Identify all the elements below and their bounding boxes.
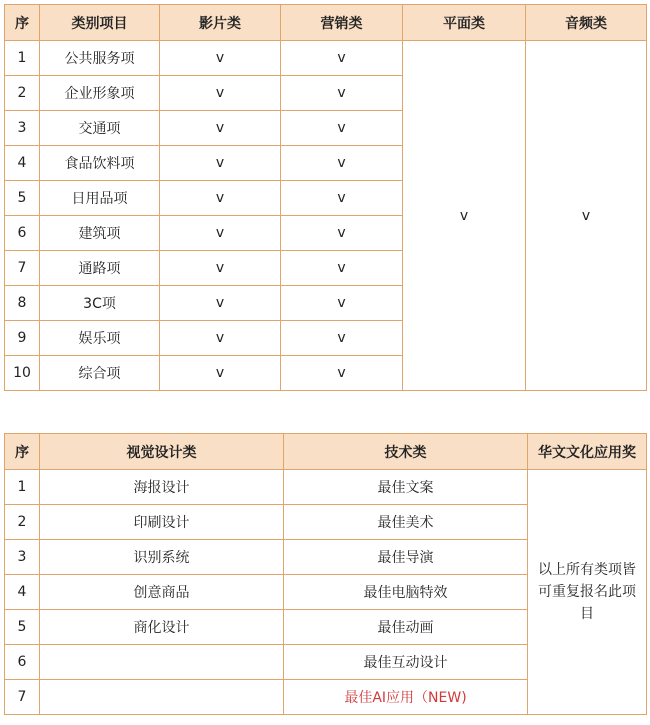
row-number: 2 (5, 76, 40, 111)
marketing-check: v (281, 321, 403, 356)
row-number: 1 (5, 470, 40, 505)
marketing-check: v (281, 216, 403, 251)
marketing-check: v (281, 76, 403, 111)
header-film: 影片类 (160, 5, 281, 41)
header-number: 序 (5, 5, 40, 41)
marketing-check: v (281, 286, 403, 321)
row-number: 5 (5, 610, 40, 645)
row-number: 6 (5, 645, 40, 680)
category-item: 建筑项 (40, 216, 160, 251)
visual-design-item: 印刷设计 (40, 505, 284, 540)
marketing-check: v (281, 181, 403, 216)
technical-item: 最佳导演 (284, 540, 528, 575)
technical-item: 最佳互动设计 (284, 645, 528, 680)
marketing-check: v (281, 251, 403, 286)
row-number: 6 (5, 216, 40, 251)
marketing-check: v (281, 146, 403, 181)
film-check: v (160, 181, 281, 216)
visual-design-item: 识别系统 (40, 540, 284, 575)
row-number: 3 (5, 540, 40, 575)
film-check: v (160, 321, 281, 356)
marketing-check: v (281, 41, 403, 76)
category-item: 娱乐项 (40, 321, 160, 356)
header-chinese-culture-award: 华文文化应用奖 (528, 434, 647, 470)
technical-item: 最佳文案 (284, 470, 528, 505)
header-marketing: 营销类 (281, 5, 403, 41)
technical-item: 最佳美术 (284, 505, 528, 540)
marketing-check: v (281, 356, 403, 391)
row-number: 10 (5, 356, 40, 391)
audio-merged-check: v (526, 41, 647, 391)
table-row (5, 470, 647, 505)
header-number: 序 (5, 434, 40, 470)
row-number: 5 (5, 181, 40, 216)
visual-design-item: 海报设计 (40, 470, 284, 505)
header-print: 平面类 (403, 5, 526, 41)
film-check: v (160, 76, 281, 111)
row-number: 4 (5, 146, 40, 181)
award-table (4, 433, 647, 715)
row-number: 7 (5, 680, 40, 715)
culture-award-note: 以上所有类项皆可重复报名此项目 (528, 470, 647, 715)
film-check: v (160, 146, 281, 181)
header-visual-design: 视觉设计类 (40, 434, 284, 470)
category-item: 食品饮料项 (40, 146, 160, 181)
header-technical: 技术类 (284, 434, 528, 470)
film-check: v (160, 216, 281, 251)
visual-design-item: 商化设计 (40, 610, 284, 645)
row-number: 3 (5, 111, 40, 146)
category-item: 日用品项 (40, 181, 160, 216)
film-check: v (160, 356, 281, 391)
category-item: 综合项 (40, 356, 160, 391)
marketing-check: v (281, 111, 403, 146)
visual-design-item (40, 680, 284, 715)
category-item: 交通项 (40, 111, 160, 146)
film-check: v (160, 286, 281, 321)
technical-item: 最佳电脑特效 (284, 575, 528, 610)
row-number: 7 (5, 251, 40, 286)
category-item: 3C项 (40, 286, 160, 321)
row-number: 4 (5, 575, 40, 610)
film-check: v (160, 111, 281, 146)
technical-item: 最佳动画 (284, 610, 528, 645)
header-audio: 音频类 (526, 5, 647, 41)
visual-design-item (40, 645, 284, 680)
category-table (4, 4, 647, 391)
technical-item-new: 最佳AI应用（NEW) (284, 680, 528, 715)
print-merged-check: v (403, 41, 526, 391)
row-number: 2 (5, 505, 40, 540)
header-category: 类别项目 (40, 5, 160, 41)
table-header-row (5, 434, 647, 470)
category-item: 公共服务项 (40, 41, 160, 76)
row-number: 8 (5, 286, 40, 321)
category-item: 通路项 (40, 251, 160, 286)
visual-design-item: 创意商品 (40, 575, 284, 610)
row-number: 9 (5, 321, 40, 356)
row-number: 1 (5, 41, 40, 76)
category-item: 企业形象项 (40, 76, 160, 111)
film-check: v (160, 41, 281, 76)
table-row (5, 41, 647, 76)
table-header-row (5, 5, 647, 41)
film-check: v (160, 251, 281, 286)
